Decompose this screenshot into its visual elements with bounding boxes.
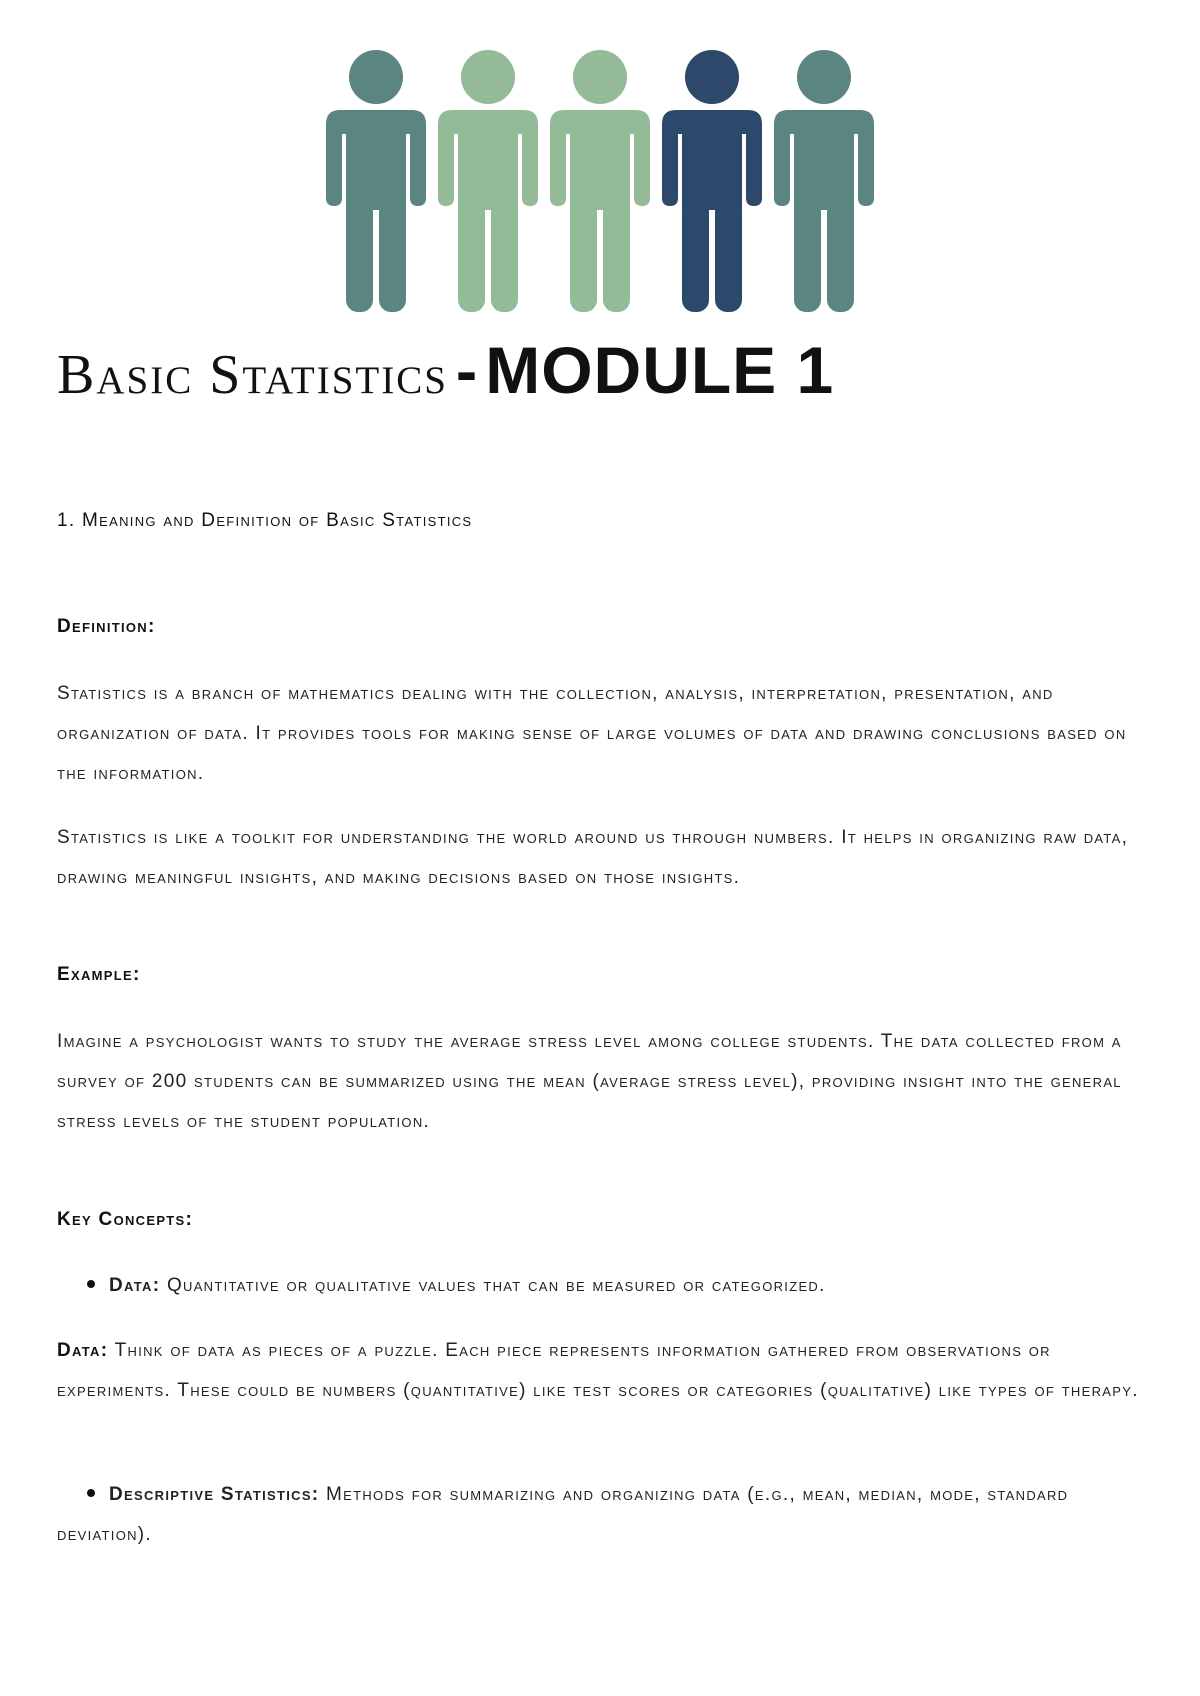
bullet-item-descriptive-statistics: [57, 1475, 1157, 1555]
title-separator: -: [455, 335, 478, 407]
person-figure-icon: [326, 50, 426, 312]
bullet-term-data: Data:: [109, 1275, 161, 1296]
person-figure-icon: [438, 50, 538, 312]
data-explanation-text: Think of data as pieces of a puzzle. Each piece represents information gathered from observations or experiments. These could be numbers (quantitative) like test scores or categories (qualitative) like types of therapy.: [57, 1340, 1139, 1401]
example-label: Example:: [57, 964, 141, 985]
bullet-text-data: Quantitative or qualitative values that can be measured or categorized.: [166, 1275, 826, 1296]
definition-paragraph-2: Statistics is like a toolkit for understanding the world around us through numbers. It helps in organizing raw data, drawing meaningful insights, and making decisions based on those insights.: [57, 827, 1129, 888]
people-figures-illustration: [325, 50, 885, 312]
section-heading: 1. Meaning and Definition of Basic Statistics: [57, 510, 473, 531]
title-part2: MODULE 1: [485, 333, 835, 407]
bullet-text-descriptive-statistics: Methods for summarizing and organizing data (e.g., mean, median, mode, standard deviation).: [57, 1484, 1069, 1545]
data-explanation-term: Data:: [57, 1340, 109, 1361]
bullet-dot-icon: [87, 1280, 95, 1288]
title-part1: Basic Statistics: [57, 344, 448, 406]
person-figure-icon: [662, 50, 762, 312]
person-figure-icon: [774, 50, 874, 312]
document-title: [57, 330, 834, 422]
bullet-dot-icon: [87, 1489, 95, 1497]
example-paragraph: Imagine a psychologist wants to study the average stress level among college students. The data collected from a survey of 200 students can be summarized using the mean (average stress level), providing insight into the general stress levels of the student population.: [57, 1031, 1122, 1132]
person-figure-icon: [550, 50, 650, 312]
bullet-item-data: [57, 1266, 1157, 1306]
people-figures-svg: [325, 50, 885, 312]
definition-paragraph-1: Statistics is a branch of mathematics dealing with the collection, analysis, interpretation, presentation, and organization of data. It provides tools for making sense of large volumes of data and drawing conclusions based on the information.: [57, 683, 1127, 784]
data-explanation-paragraph: [57, 1331, 1157, 1411]
key-concepts-label: Key Concepts:: [57, 1209, 194, 1230]
bullet-term-descriptive-statistics: Descriptive Statistics:: [109, 1484, 320, 1505]
definition-label: Definition:: [57, 616, 156, 637]
